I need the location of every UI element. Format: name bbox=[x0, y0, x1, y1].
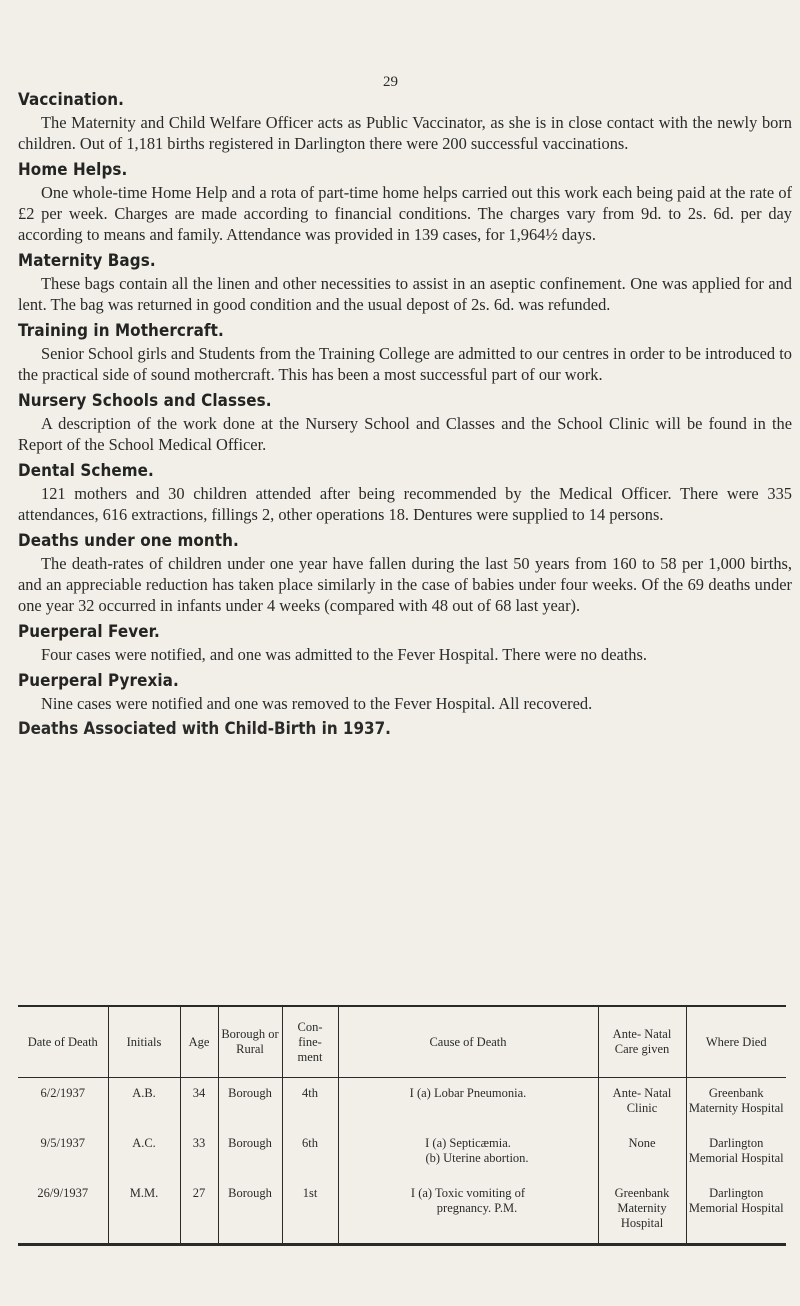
section-paragraph: Four cases were notified, and one was admitted to the Fever Hospital. There were no deaths. bbox=[41, 645, 647, 664]
section-dental-scheme bbox=[18, 459, 792, 525]
table-row bbox=[18, 1128, 786, 1178]
table-row bbox=[18, 1178, 786, 1245]
cell-borough: Borough bbox=[218, 1078, 282, 1129]
section-puerperal-fever bbox=[18, 620, 792, 665]
header-date: Date of Death bbox=[18, 1006, 108, 1078]
header-antenatal: Ante- Natal Care given bbox=[598, 1006, 686, 1078]
cell-date: 9/5/1937 bbox=[40, 1136, 85, 1150]
cell-cause bbox=[338, 1128, 598, 1178]
header-confinement: Con- fine- ment bbox=[282, 1006, 338, 1078]
section-deaths-under-one-month bbox=[18, 529, 792, 616]
header-age: Age bbox=[180, 1006, 218, 1078]
cause-line: I (a) Septicæmia. bbox=[425, 1136, 511, 1150]
table-title: Deaths Associated with Child-Birth in 1937. bbox=[18, 719, 391, 738]
section-paragraph: Nine cases were notified and one was removed to the Fever Hospital. All recovered. bbox=[41, 694, 593, 713]
header-cause: Cause of Death bbox=[338, 1006, 598, 1078]
cell-initials: M.M. bbox=[108, 1178, 180, 1245]
header-borough: Borough or Rural bbox=[218, 1006, 282, 1078]
section-training-mothercraft bbox=[18, 319, 792, 385]
cell-age: 27 bbox=[180, 1178, 218, 1245]
section-nursery-schools bbox=[18, 389, 792, 455]
section-paragraph: A description of the work done at the Nursery School and Classes and the School Clinic will be found in the Report of the School Medical Officer. bbox=[18, 414, 792, 454]
header-initials: Initials bbox=[108, 1006, 180, 1078]
table-row bbox=[18, 1078, 786, 1129]
cell-age: 34 bbox=[180, 1078, 218, 1129]
section-paragraph: Senior School girls and Students from the Training College are admitted to our centres in order to be introduced to the practical side of sound mothercraft. This has been a most successful part of our work. bbox=[18, 344, 792, 384]
section-heading: Dental Scheme. bbox=[18, 461, 154, 480]
cell-where: Darlington Memorial Hospital bbox=[686, 1178, 786, 1245]
cause-line: (b) Uterine abortion. bbox=[425, 1151, 529, 1165]
cell-confinement: 4th bbox=[282, 1078, 338, 1129]
cause-line: pregnancy. P.M. bbox=[436, 1201, 518, 1215]
table-header-row bbox=[18, 1006, 786, 1078]
header-where: Where Died bbox=[686, 1006, 786, 1078]
cell-age: 33 bbox=[180, 1128, 218, 1178]
section-heading: Puerperal Pyrexia. bbox=[18, 671, 179, 690]
section-heading: Deaths under one month. bbox=[18, 531, 239, 550]
section-heading: Nursery Schools and Classes. bbox=[18, 391, 272, 410]
cell-initials: A.B. bbox=[108, 1078, 180, 1129]
section-paragraph: The death-rates of children under one year have fallen during the last 50 years from 160 to 58 per 1,000 births, and an appreciable reduction has taken place similarly in the case of babies under four weeks. Of the 69 deaths under one year 32 occurred in infants under 4 weeks (compared with 48 out of 68 last year). bbox=[18, 554, 792, 615]
section-home-helps bbox=[18, 158, 792, 245]
cell-antenatal: Ante- Natal Clinic bbox=[598, 1078, 686, 1129]
section-heading: Training in Mothercraft. bbox=[18, 321, 224, 340]
cell-confinement: 6th bbox=[282, 1128, 338, 1178]
cause-line: I (a) Lobar Pneumonia. bbox=[409, 1086, 527, 1100]
cell-where: Darlington Memorial Hospital bbox=[686, 1128, 786, 1178]
section-heading: Home Helps. bbox=[18, 160, 128, 179]
section-heading: Vaccination. bbox=[18, 90, 124, 109]
cell-cause bbox=[338, 1178, 598, 1245]
cell-date: 6/2/1937 bbox=[40, 1086, 85, 1100]
report-body bbox=[18, 88, 792, 740]
cell-borough: Borough bbox=[218, 1178, 282, 1245]
cell-confinement: 1st bbox=[282, 1178, 338, 1245]
section-puerperal-pyrexia bbox=[18, 669, 792, 714]
section-paragraph: 121 mothers and 30 children attended after being recommended by the Medical Officer. There were 335 attendances, 616 extractions, fillings 2, other operations 18. Dentures were supplied to 14 persons. bbox=[18, 484, 792, 524]
section-paragraph: The Maternity and Child Welfare Officer acts as Public Vaccinator, as she is in close contact with the newly born children. Out of 1,181 births registered in Darlington there were 200 successful vaccinations. bbox=[18, 113, 792, 153]
cell-cause bbox=[338, 1078, 598, 1129]
cell-initials: A.C. bbox=[108, 1128, 180, 1178]
section-vaccination bbox=[18, 88, 792, 154]
cell-antenatal: None bbox=[598, 1128, 686, 1178]
section-heading: Maternity Bags. bbox=[18, 251, 156, 270]
cause-line: I (a) Toxic vomiting of bbox=[410, 1186, 526, 1200]
cell-antenatal: Greenbank Maternity Hospital bbox=[598, 1178, 686, 1245]
deaths-table bbox=[18, 1005, 786, 1246]
cell-date: 26/9/1937 bbox=[37, 1186, 89, 1200]
section-maternity-bags bbox=[18, 249, 792, 315]
section-paragraph: One whole-time Home Help and a rota of part-time home helps carried out this work each being paid at the rate of £2 per week. Charges are made according to financial conditions. The charges vary from 9d. to 2s. 6d. per day according to means and family. Attendance was provided in 139 cases, for 1,964½ days. bbox=[18, 183, 792, 244]
section-heading: Puerperal Fever. bbox=[18, 622, 160, 641]
page-number: 29 bbox=[383, 74, 398, 90]
cell-borough: Borough bbox=[218, 1128, 282, 1178]
cell-where: Greenbank Maternity Hospital bbox=[686, 1078, 786, 1129]
section-paragraph: These bags contain all the linen and other necessities to assist in an aseptic confinement. One was applied for and lent. The bag was returned in good condition and the usual depost of 2s. 6d. was refunded. bbox=[18, 274, 792, 314]
